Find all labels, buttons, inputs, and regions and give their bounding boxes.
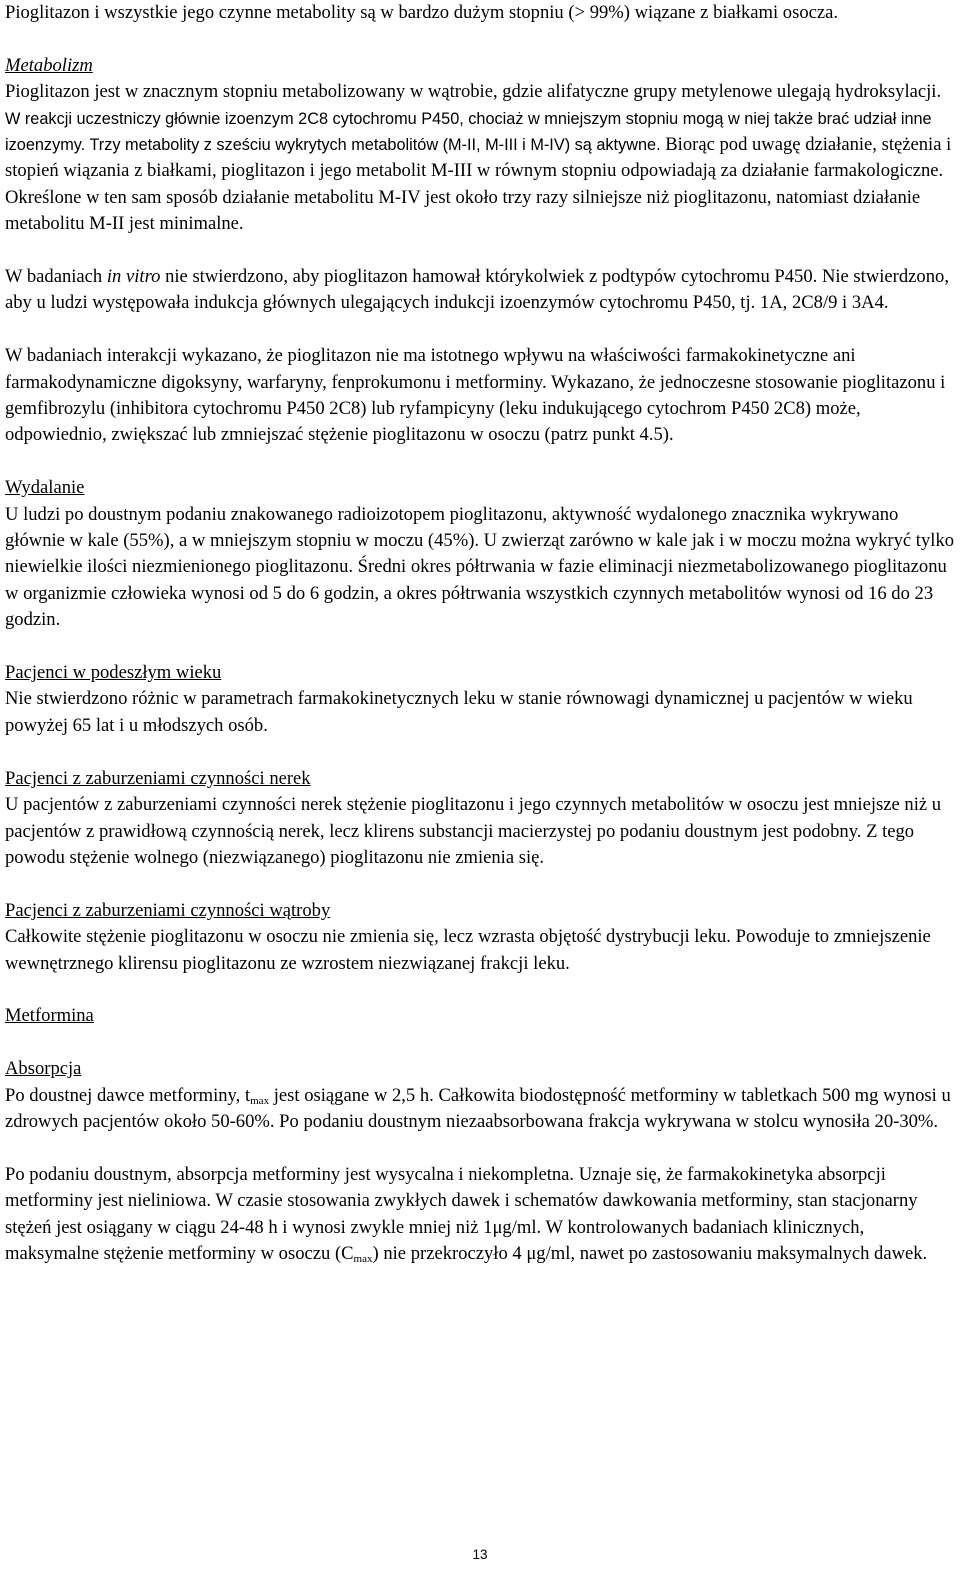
hepatic-heading: Pacjenci z zaburzeniami czynności wątroby <box>5 899 331 921</box>
absorption-p1-post: jest osiągane w 2,5 h. Całkowita biodostępność metforminy w tabletkach 500 mg wynosi u zdrowych pacjentów około 50-60%. Po podaniu doustnym niezaabsorbowana frakcja wykrywana w stolcu wynosiła 20-30%. <box>5 1084 951 1132</box>
page-number: 13 <box>472 1547 488 1562</box>
metabolism-p2-post: nie stwierdzono, aby pioglitazon hamował którykolwiek z podtypów cytochromu P450. Nie stwierdzono, aby u ludzi występowała indukcja głównych ulegających indukcji izoenzymów cytochromu P450, tj. 1A, 2C8/9 i 3A4. <box>5 266 949 314</box>
metabolism-p2-pre: W badaniach <box>5 266 107 288</box>
absorption-heading: Absorpcja <box>5 1058 82 1080</box>
metabolism-paragraph-1 <box>5 79 955 237</box>
elderly-paragraph: Nie stwierdzono różnic w parametrach farmakokinetycznych leku w stanie równowagi dynamicznej u pacjentów w wieku powyżej 65 lat i u młodszych osób. <box>5 688 913 736</box>
cmax-subscript: max <box>353 1252 373 1265</box>
metabolism-p1-part-c: Biorąc pod uwagę działanie, stężenia i stopień wiązania z białkami, pioglitazon i jego metabolit M-III w równym stopniu odpowiadają za działanie farmakologiczne. Określone w ten sam sposób działanie metabolitu M-IV jest około trzy razy silniejsze niż pioglitazonu, natomiast działanie metabolitu M-II jest minimalne. <box>5 134 952 235</box>
absorption-paragraph-2 <box>5 1162 955 1268</box>
hepatic-paragraph: Całkowite stężenie pioglitazonu w osoczu nie zmienia się, lecz wzrasta objętość dystrybucji leku. Powoduje to zmniejszenie wewnętrznego klirensu pioglitazonu ze wzrostem niezwiązanej frakcji leku. <box>5 926 931 974</box>
elimination-paragraph: U ludzi po doustnym podaniu znakowanego radioizotopem pioglitazonu, aktywność wydalonego znacznika wykrywano głównie w kale (55%), a w mniejszym stopniu w moczu (45%). U zwierząt zarówno w kale jak i w moczu można wykryć tylko niewielkie ilości niezmienionego pioglitazonu. Średni okres półtrwania w fazie eliminacji niezmetabolizowanego pioglitazonu w organizmie człowieka wynosi od 5 do 6 godzin, a okres półtrwania wszystkich czynnych metabolitów wynosi od 16 do 23 godzin. <box>5 503 955 631</box>
document-page <box>5 0 955 1267</box>
metabolism-paragraph-3: W badaniach interakcji wykazano, że pioglitazon nie ma istotnego wpływu na właściwości farmakokinetyczne ani farmakodynamiczne digoksyny, warfaryny, fenprokumonu i metforminy. Wykazano, że jednoczesne stosowanie pioglitazonu i gemfibrozylu (inhibitora cytochromu P450 2C8) lub ryfampicyny (leku indukującego cytochrom P450 2C8) może, odpowiednio, zwiększać lub zmniejszać stężenie pioglitazonu w osoczu (patrz punkt 4.5). <box>5 345 946 446</box>
metabolism-p1-part-b: W reakcji uczestniczy głównie izoenzym 2C8 cytochromu P450, chociaż w mniejszym stopniu mogą w niej także brać udział inne izoenzymy. Trzy metabolity z sześciu wykrytych metabolitów (M-II, M-III i M-IV) są aktywne. <box>5 109 932 155</box>
tmax-subscript: max <box>250 1094 270 1107</box>
renal-heading: Pacjenci z zaburzeniami czynności nerek <box>5 767 311 789</box>
renal-paragraph: U pacjentów z zaburzeniami czynności nerek stężenie pioglitazonu i jego czynnych metabolitów w osoczu jest mniejsze niż u pacjentów z prawidłową czynnością nerek, lecz klirens substancji macierzystej po podaniu doustnym jest podobny. Z tego powodu stężenie wolnego (niezwiązanego) pioglitazonu nie zmienia się. <box>5 794 942 868</box>
metabolism-heading: Metabolizm <box>5 54 93 76</box>
intro-paragraph: Pioglitazon i wszystkie jego czynne metabolity są w bardzo dużym stopniu (> 99%) wiązane z białkami osocza. <box>5 2 839 23</box>
metabolism-paragraph-2 <box>5 264 955 317</box>
metabolism-p1-part-a: Pioglitazon jest w znacznym stopniu metabolizowany w wątrobie, gdzie alifatyczne grupy metylenowe ulegają hydroksylacji. <box>5 81 942 103</box>
in-vitro-term: in vitro <box>106 266 161 288</box>
elimination-heading: Wydalanie <box>5 477 85 499</box>
absorption-p2-post: ) nie przekroczyło 4 μg/ml, nawet po zastosowaniu maksymalnych dawek. <box>372 1242 928 1264</box>
metformin-heading: Metformina <box>5 1005 94 1027</box>
elderly-heading: Pacjenci w podeszłym wieku <box>5 662 222 684</box>
absorption-p2-pre: Po podaniu doustnym, absorpcja metforminy jest wysycalna i niekompletna. Uznaje się, że farmakokinetyka absorpcji metforminy jest nieliniowa. W czasie stosowania zwykłych dawek i schematów dawkowania metforminy, stan stacjonarny stężeń jest osiągany w ciągu 24-48 h i wynosi zwykle mniej niż 1μg/ml. W kontrolowanych badaniach klinicznych, maksymalne stężenie metforminy w osoczu (C <box>5 1163 918 1264</box>
absorption-paragraph-1 <box>5 1083 955 1136</box>
absorption-p1-pre: Po doustnej dawce metforminy, t <box>5 1084 251 1106</box>
